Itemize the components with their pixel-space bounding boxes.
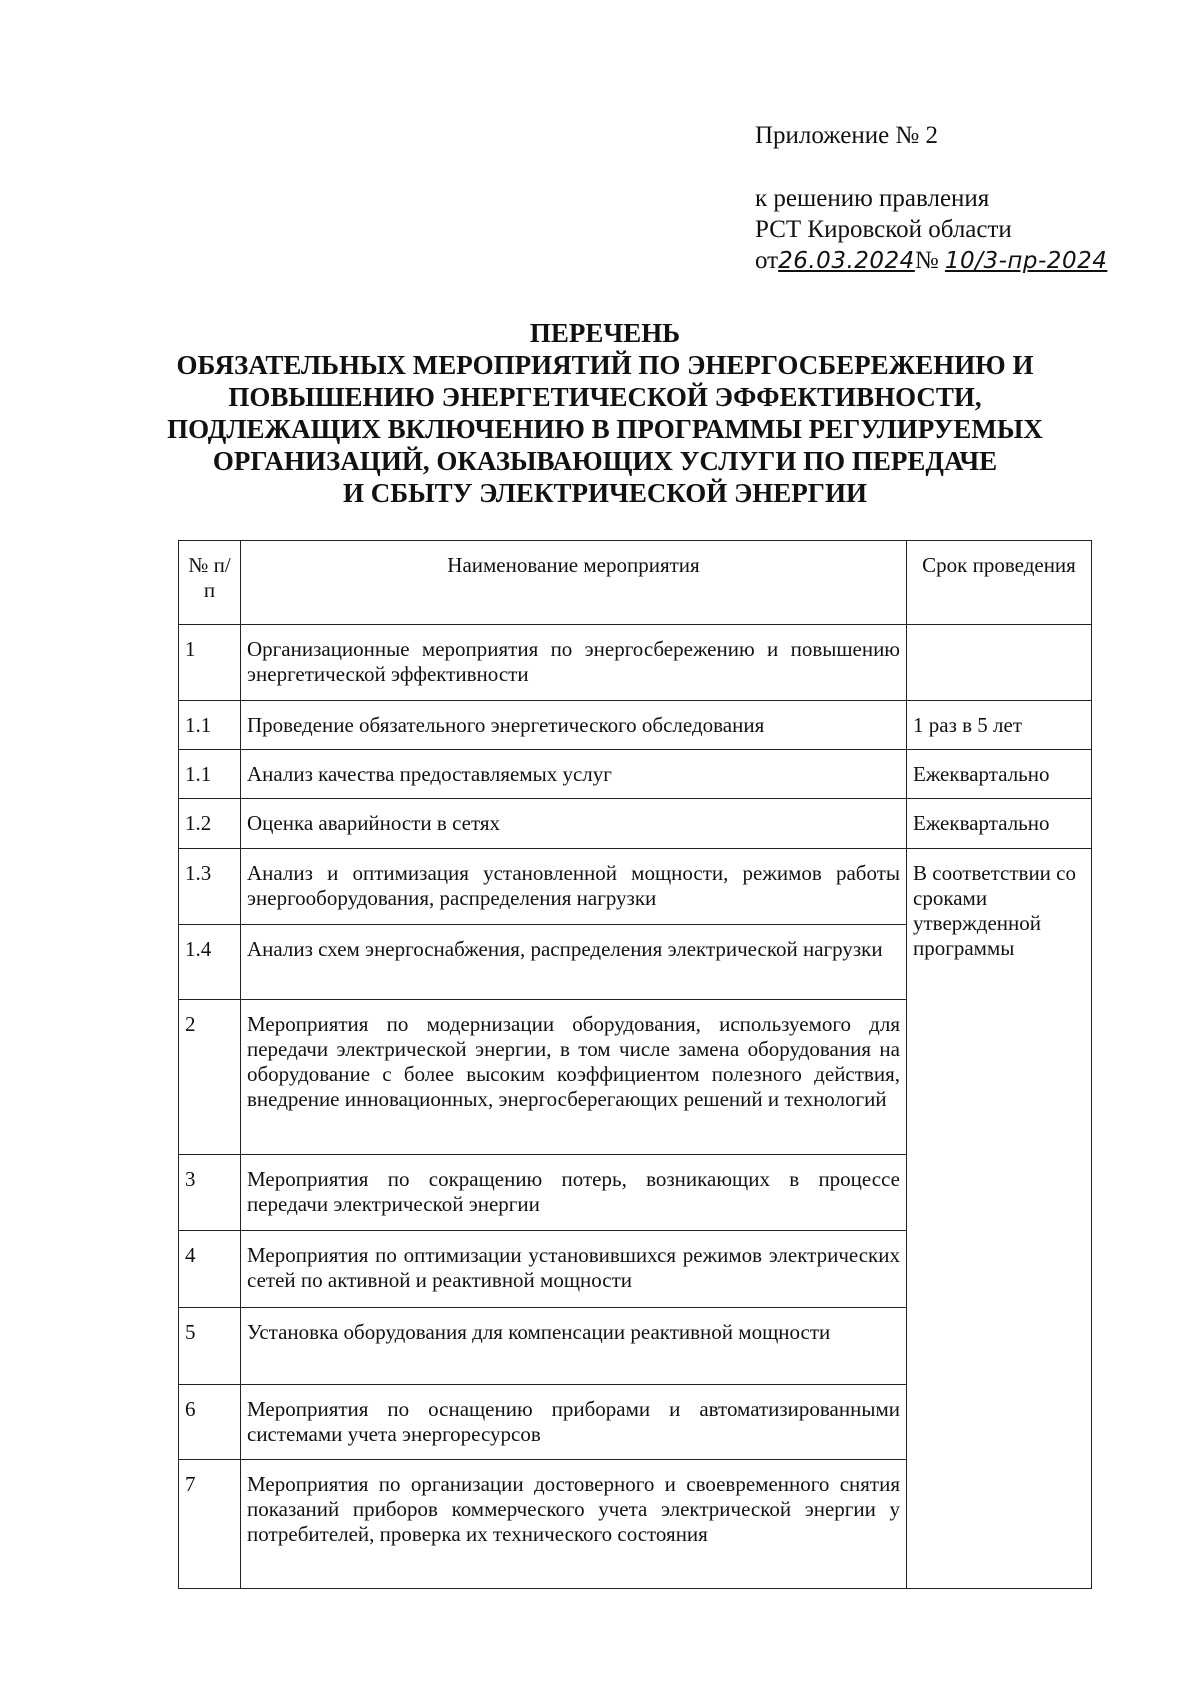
- row-num: 1.1: [179, 750, 241, 799]
- row-name: Мероприятия по модернизации оборудования, используемого для передачи электрической энергии, в том числе замена оборудования на оборудование с более высоким коэффициентом полезного действия, внедрение инновационных, энергосберегающих решений и технологий: [241, 1000, 907, 1155]
- row-num: 1.3: [179, 849, 241, 925]
- title-line: ПОДЛЕЖАЩИХ ВКЛЮЧЕНИЮ В ПРОГРАММЫ РЕГУЛИРУЕМЫХ: [167, 414, 1043, 444]
- row-num: 1: [179, 625, 241, 701]
- row-term: Ежеквартально: [907, 750, 1092, 799]
- row-name: Мероприятия по оснащению приборами и автоматизированными системами учета энергоресурсов: [241, 1385, 907, 1460]
- row-name: Мероприятия по оптимизации установившихся режимов электрических сетей по активной и реактивной мощности: [241, 1231, 907, 1308]
- row-name: Анализ схем энергоснабжения, распределения электрической нагрузки: [241, 925, 907, 1000]
- row-term-merged: В соответствии со сроками утвержденной программы: [907, 849, 1092, 1589]
- number-prefix: №: [914, 247, 939, 274]
- measures-table: [178, 540, 1092, 1589]
- title-line: ОРГАНИЗАЦИЙ, ОКАЗЫВАЮЩИХ УСЛУГИ ПО ПЕРЕДАЧЕ: [212, 446, 998, 476]
- table-row: [179, 849, 1092, 925]
- date-number-line: [755, 245, 1107, 277]
- table-row: [179, 701, 1092, 750]
- row-name: Оценка аварийности в сетях: [241, 799, 907, 849]
- table-row: [179, 625, 1092, 701]
- appendix-label: Приложение № 2: [755, 122, 939, 149]
- table-header-row: [179, 541, 1092, 625]
- row-name: Мероприятия по организации достоверного и своевременного снятия показаний приборов коммерческого учета электрической энергии у потребителей, проверка их технического состояния: [241, 1460, 907, 1589]
- handwritten-date: 26.03.2024: [778, 248, 915, 274]
- row-num: 7: [179, 1460, 241, 1589]
- header-num: № п/п: [179, 541, 241, 625]
- handwritten-number: 10/3-пр-2024: [944, 248, 1108, 274]
- row-term: [907, 625, 1092, 701]
- row-term: 1 раз в 5 лет: [907, 701, 1092, 750]
- row-num: 3: [179, 1155, 241, 1231]
- row-name: Анализ и оптимизация установленной мощности, режимов работы энергооборудования, распределения нагрузки: [241, 849, 907, 925]
- row-num: 6: [179, 1385, 241, 1460]
- row-name: Анализ качества предоставляемых услуг: [241, 750, 907, 799]
- row-num: 1.1: [179, 701, 241, 750]
- row-name: Проведение обязательного энергетического обследования: [241, 701, 907, 750]
- row-num: 5: [179, 1308, 241, 1385]
- title-line: ПЕРЕЧЕНЬ: [529, 318, 681, 348]
- title-line: ПОВЫШЕНИЮ ЭНЕРГЕТИЧЕСКОЙ ЭФФЕКТИВНОСТИ,: [228, 382, 982, 412]
- table-row: [179, 799, 1092, 849]
- title-line: ОБЯЗАТЕЛЬНЫХ МЕРОПРИЯТИЙ ПО ЭНЕРГОСБЕРЕЖЕНИЮ И: [176, 350, 1034, 380]
- row-num: 2: [179, 1000, 241, 1155]
- title-line: И СБЫТУ ЭЛЕКТРИЧЕСКОЙ ЭНЕРГИИ: [343, 478, 867, 508]
- approval-block: [755, 120, 1107, 277]
- row-name: Установка оборудования для компенсации реактивной мощности: [241, 1308, 907, 1385]
- row-term: Ежеквартально: [907, 799, 1092, 849]
- date-prefix: от: [755, 247, 779, 274]
- row-name: Организационные мероприятия по энергосбережению и повышению энергетической эффективности: [241, 625, 907, 701]
- row-num: 1.4: [179, 925, 241, 1000]
- document-title: [150, 317, 1060, 509]
- row-num: 4: [179, 1231, 241, 1308]
- header-name: Наименование мероприятия: [241, 541, 907, 625]
- header-term: Срок проведения: [907, 541, 1092, 625]
- authority-line: РСТ Кировской области: [755, 216, 1012, 243]
- decision-line: к решению правления: [755, 185, 990, 212]
- row-num: 1.2: [179, 799, 241, 849]
- row-name: Мероприятия по сокращению потерь, возникающих в процессе передачи электрической энергии: [241, 1155, 907, 1231]
- table-row: [179, 750, 1092, 799]
